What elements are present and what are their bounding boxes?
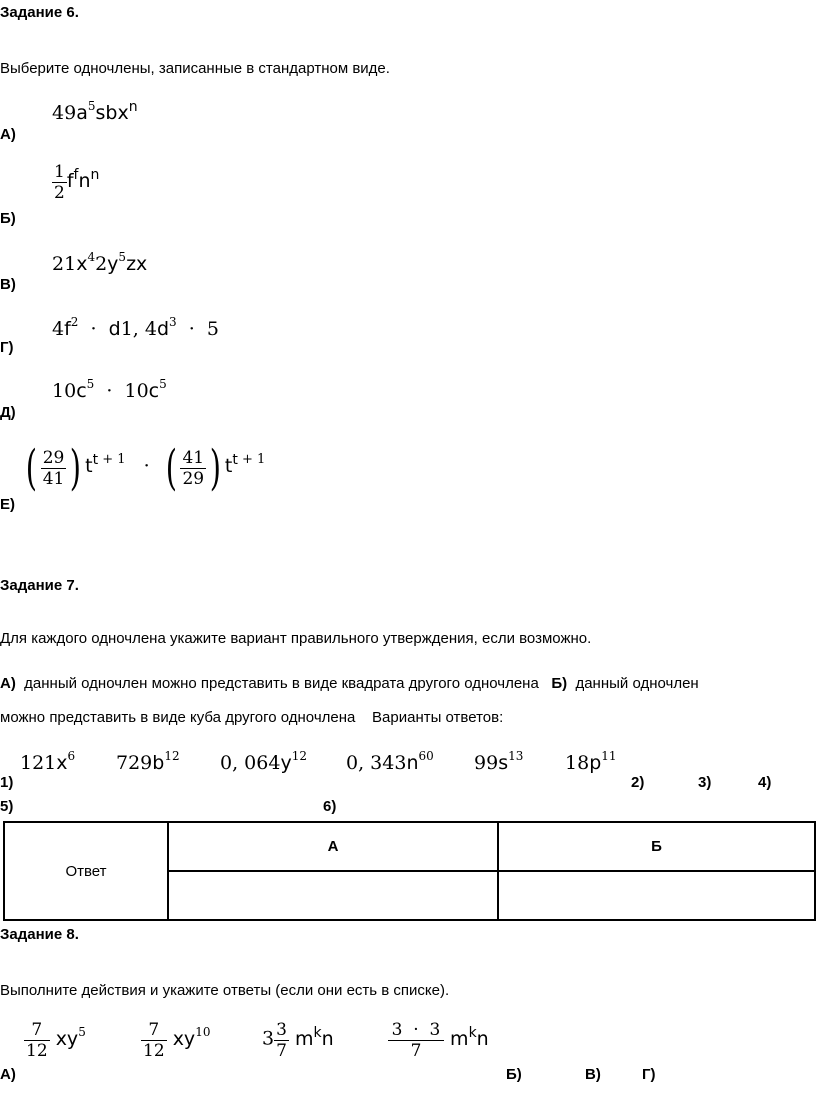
monomial-b: $\frac{1}{2}$ $f^fn^n$: [54, 162, 100, 203]
task8-label-v: В): [585, 1066, 601, 1083]
task7-instruction: Для каждого одночлена укажите вариант правильного утверждения, если возможно.: [0, 630, 592, 647]
answer-table: [3, 821, 816, 921]
variant-4-expr: 0, $343n^{60}$: [346, 749, 434, 774]
variant-6-label: 6): [323, 798, 337, 815]
task8-label-g: Г): [642, 1066, 656, 1083]
option-a-label: А): [0, 126, 16, 143]
monomial-a: $49a^5sbx^n$: [52, 99, 138, 124]
monomial-g: $4f^2 \cdot d1$, $4d^3 \cdot 5$: [52, 315, 219, 340]
stmt-b-text: данный одночлен: [575, 675, 699, 692]
monomial-e: ( $\frac{29}{41}$ ) $t^t$ $^{+ 1}$ · ( $\frac{41}{29}$ ) $t^t$ $^{+ 1}$: [25, 440, 266, 496]
variant-6-expr: $18p^{11}$: [565, 749, 617, 774]
monomial-v: $21x^42y^5zx$: [52, 250, 148, 275]
task7-statements-line2: [0, 709, 503, 726]
answer-cell-b[interactable]: [498, 871, 815, 920]
answer-b-expr: $\frac{7}{12}$ $xy^{10}$: [143, 1020, 211, 1061]
task8-title: Задание 8.: [0, 926, 79, 943]
task8-instruction: Выполните действия и укажите ответы (если они есть в списке).: [0, 982, 450, 999]
task7-title: Задание 7.: [0, 577, 79, 594]
option-e-label: Е): [0, 496, 15, 513]
answer-col-a-header: А: [168, 822, 498, 871]
option-g-label: Г): [0, 339, 14, 356]
variant-5-label: 5): [0, 798, 14, 815]
task6-instruction: Выберите одночлены, записанные в стандартном виде.: [0, 60, 390, 77]
variants-label: Варианты ответов:: [372, 709, 504, 726]
variant-3-expr: 0, $064y^{12}$: [220, 749, 307, 774]
answer-g-expr: $\frac{3 \cdot 3}{7}$ $m^kn$: [388, 1020, 489, 1061]
option-b-label: Б): [0, 210, 16, 227]
variant-2-expr: $729b^{12}$: [116, 749, 180, 774]
answer-cell-a[interactable]: [168, 871, 498, 920]
variant-1-label: 1): [0, 774, 14, 791]
answer-v-expr: 3 $\frac{3}{7}$ $m^kn$: [262, 1020, 334, 1061]
answer-col-b-header: Б: [498, 822, 815, 871]
option-d-label: Д): [0, 404, 16, 421]
monomial-d: $10c^5 \cdot 10c^5$: [52, 377, 167, 402]
stmt-b-cont: можно представить в виде куба другого одночлена: [0, 709, 356, 726]
variant-1-expr: $121x^6$: [20, 749, 76, 774]
variant-3-label: 3): [698, 774, 712, 791]
variant-4-label: 4): [758, 774, 772, 791]
option-v-label: В): [0, 276, 16, 293]
variant-2-label: 2): [631, 774, 645, 791]
variant-5-expr: $99s^{13}$: [474, 749, 524, 774]
task7-statements-line: [0, 675, 699, 692]
answer-a-expr: $\frac{7}{12}$ $xy^5$: [26, 1020, 86, 1061]
answer-row-header: Ответ: [4, 822, 168, 920]
task8-label-a: А): [0, 1066, 16, 1083]
stmt-a-text: данный одночлен можно представить в виде квадрата другого одночлена: [24, 675, 539, 692]
task6-title: Задание 6.: [0, 4, 79, 21]
task8-label-b: Б): [506, 1066, 522, 1083]
stmt-b-label: Б): [551, 675, 568, 692]
stmt-a-label: А): [0, 675, 16, 692]
